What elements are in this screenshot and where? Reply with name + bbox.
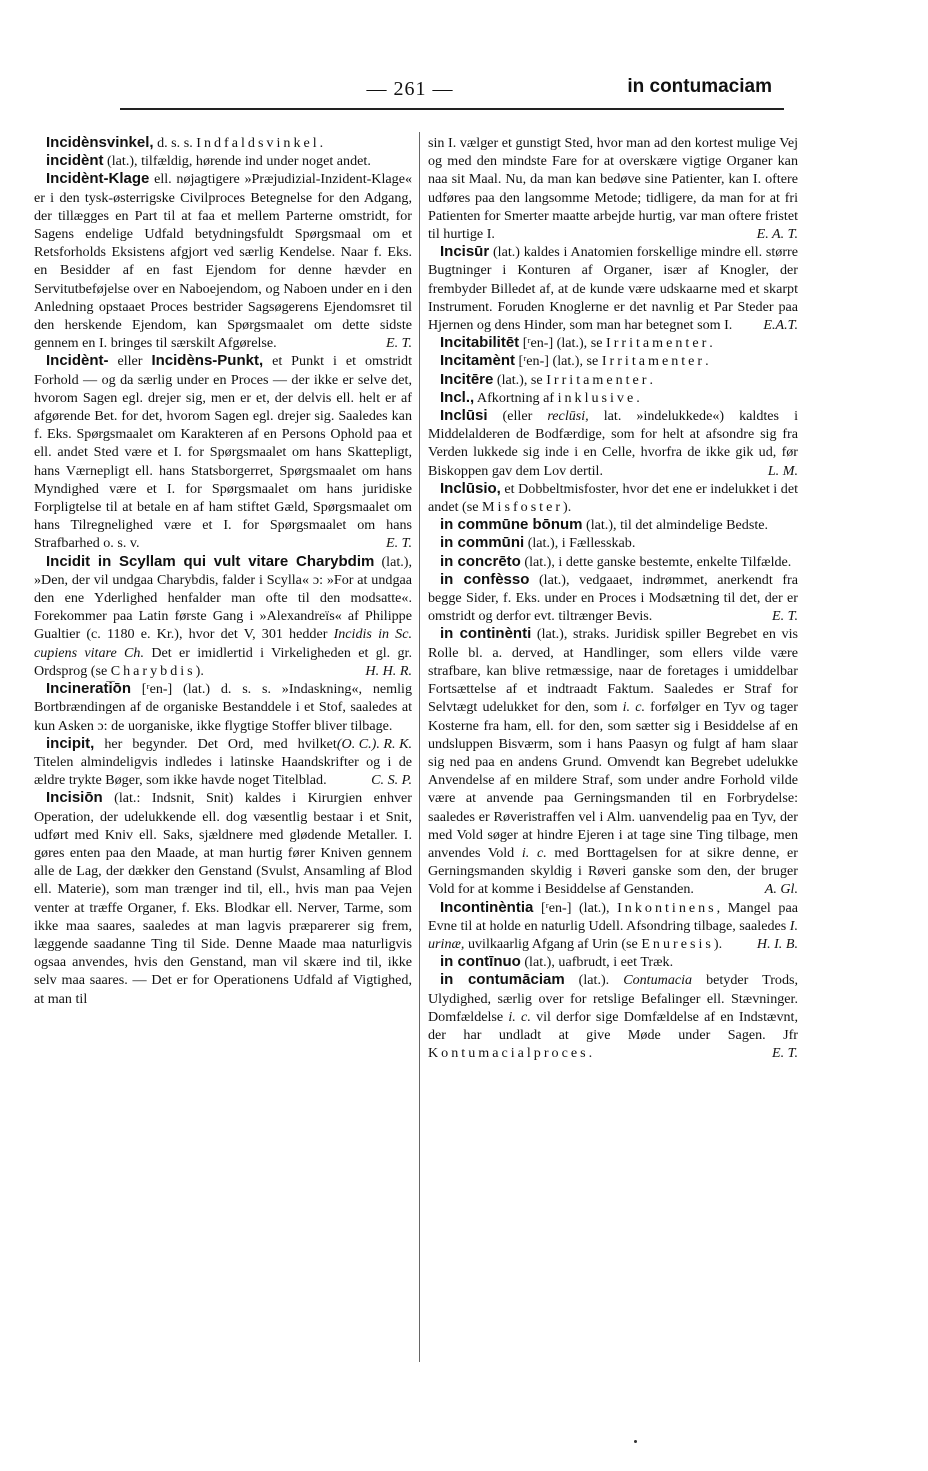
headword: Incl., xyxy=(440,388,475,406)
entry-in-continuo: in contīnuo (lat.), uafbrudt, i eet Træk. xyxy=(440,953,674,971)
signature: H. H. R. xyxy=(365,662,412,679)
headword: Inclūsio, xyxy=(440,479,501,497)
page-header xyxy=(0,70,928,110)
entry-incision-continued: sin I. vælger et gunstigt Sted, hvor man ad den kortest mulige Vej og med den mindste Fare for at overskære vigtige Organer kan naa sit Maal. Nu, da man kan bedøve sine Patienter, kan I. oftere udføres paa den langsomme Metode; tidligere, da man for at fri Patienten for Smerter maatte arbejde hurtig, var man oftere fristet til hurtige I. E. A. T. xyxy=(428,135,798,243)
headword: in commūne bōnum xyxy=(440,516,583,534)
signature: E. T. xyxy=(386,535,412,552)
headword: Incidèns-Punkt, xyxy=(151,352,264,370)
entry-incitere: Incitēre (lat.), se Irritamenter. xyxy=(440,370,654,388)
headword: in commūni xyxy=(440,534,525,552)
entry-incisur: Incisūr (lat.) kaldes i Anatomien forskellige mindre ell. større Bugtninger i Konturen af Organer, især af Knogler, der frembyder Billedet af, at de kunde være udskaarne med et skarpt Instrument. Foruden Knoglerne er det navnlig et Par Steder paa Hjernen og dens Hinder, som man har betegnet som I. E.A.T. xyxy=(428,243,798,334)
signature: C. S. P. xyxy=(371,772,412,789)
entry-inclusi: Inclūsi (eller reclūsi, lat. »indelukkede«) kaldtes i Middelalderen de Bodfærdige, som for helt at afsondre sig fra Verden lukkede sig inde i en Celle, hvorfra de ikke gik ud, før Biskoppen gav dem Lov dertil. L. M. xyxy=(428,407,798,479)
headword: in concrēto xyxy=(440,552,521,570)
running-head: in contumaciam xyxy=(627,76,772,97)
headword: in continènti xyxy=(440,625,532,643)
headword: Incitamènt xyxy=(440,352,516,370)
headword: Incidènsvinkel, xyxy=(46,134,154,151)
signature: E. T. xyxy=(386,335,412,352)
entry-incidit: Incidit in Scyllam qui vult vitare Charybdim (lat.), »Den, der vil undgaa Charybdis, falder i Scylla« ɔ: »For at undgaa den ene Yderlighed henfalder man ofte til den modsatte«. Forekommer paa Latin første Gang i »Alexandreïs« af Philippe Gualtier (c. 1180 e. Kr.), hvor det V, 301 hedder Incidis in Sc. cupiens vitare Ch. Det er imidlertid i Virkeligheden et gl. gr. Ordsprog (se Charybdis). H. H. R. xyxy=(34,552,413,679)
entry-incl: Incl., Afkortning af inklusive. xyxy=(440,388,640,406)
entry-incident: incidènt (lat.), tilfældig, hørende ind under noget andet. xyxy=(46,152,371,170)
entry-in-communi: in commūni (lat.), i Fællesskab. xyxy=(440,534,636,552)
headword: incidènt xyxy=(46,152,104,170)
entry-incineration: Incinerati̅ōn [ʳen-] (lat.) d. s. s. »Indaskning«, nemlig Bortbrændingen af de organiske Bestanddele i et Stof, saaledes at kun Asken ɔ: de uorganiske, ikke flygtige Stoffer bliver tilbage. (O. C.). R. K. xyxy=(34,680,412,752)
entry-in-commune-bonum: in commūne bōnum (lat.), til det almindelige Bedste. xyxy=(440,516,769,534)
headword: in contīnuo xyxy=(440,953,521,971)
signature: H. I. B. xyxy=(756,935,798,952)
headword: Incisūr xyxy=(440,243,490,261)
signature: E.A.T. xyxy=(763,317,798,334)
signature: E. T. xyxy=(772,1045,798,1062)
headword: Inclūsi xyxy=(440,407,488,425)
signature: E. T. xyxy=(772,608,798,625)
headword: Incidit in Scyllam qui vult vitare Charybdim xyxy=(46,552,375,570)
entry-in-confesso: in confèsso (lat.), vedgaaet, indrømmet, anerkendt fra begge Sider, f. Eks. under en Proces i Modsætning til det, der er omstridt og derfor evt. tiltrænger Bevis. E. T. xyxy=(428,570,798,625)
signature: (O. C.). R. K. xyxy=(336,735,412,752)
entry-in-concreto: in concrēto (lat.), i dette ganske bestemte, enkelte Tilfælde. xyxy=(440,552,792,570)
entry-incontinentia: Incontinèntia [ʳen-] (lat.), Inkontinens, Mangel paa Evne til at holde en naturlig Udell. Afsondring tilbage, saaledes I. urinæ, uvilkaarlig Afgang af Urin (se Enuresis). H. I. B. xyxy=(428,898,798,952)
scan-speck xyxy=(634,1440,637,1443)
headword: in contumāciam xyxy=(440,971,565,989)
page-number: — 261 — xyxy=(366,78,454,100)
headword: in confèsso xyxy=(440,570,530,588)
left-column xyxy=(34,134,412,1008)
entry-incidensvinkel: Incidènsvinkel, d. s. s. Indfaldsvinkel. xyxy=(46,134,324,151)
entry-incident-klage: Incidènt-Klage ell. nøjagtigere »Præjudizial-Inzident-Klage« er i den tysk-østerrigske Civilproces Betegnelse for den Adgang, der tillægges en Part til at faa et mellem Parterne omstridt, for Sagens endelige Udfald betydningsfuldt Spørgsmaal om et Retsforholds Eksistens afgjort ved særlig Kendelse. Naar f. Eks. en Besidder af en fast Ejendom for denne hævder en Servitutbeføjelse over en Naboejendom, og Naboen under en i den Anledning opstaaet Proces bestrider Sagsøgerens Ejendomsret til den herskende Ejendom, kan Spørgsmaalet om dette sidste gennem en I. bringes til særskilt Afgørelse. E. T. xyxy=(34,170,413,352)
headword: Incitabilitēt xyxy=(440,334,520,352)
column-divider xyxy=(419,132,420,1362)
headword: Incisiōn xyxy=(46,789,103,807)
entry-incident-punkt: Incidènt- eller Incidèns-Punkt, et Punkt i et omstridt Forhold — og da særlig under en Proces — der ikke er selve det, hvorom Sagen egl. drejer sig, men er et, der delvis ell. helt er af afgørende Bet. for det, hvorom Sagen egl. drejer sig. Saaledes kan f. Eks. Spørgsmaalet om Karakteren af en Persons Ophold paa et ell. andet Sted være et I. for Spørgsmaalet om hans Skattepligt, hans Værnepligt ell. hans Statsborgerret, Spørgsmaalet om hans Myndighed være et I. for Spørgsmaalet om hans juridiske Forpligtelse til at betale en af ham stiftet Gæld, Spørgsmaalet om hans Tilregnelighed være et I. for Spørgsmaalet om hans Strafbarhed o. s. v. E. T. xyxy=(34,352,412,552)
entry-inclusio: Inclūsio, et Dobbeltmisfoster, hvor det ene er indelukket i det andet (se Misfoster). xyxy=(428,479,798,516)
entry-in-contumaciam: in contumāciam (lat.). Contumacia betyder Trods, Ulydighed, særlig over for retslige Befalinger ell. Stævninger. Domfældelse i. c. vil derfor sige Domfældelse af en Indstævnt, der har undladt at give Møde under Sagen. Jfr Kontumacialproces. E. T. xyxy=(428,971,798,1062)
entry-incipit: incipit, her begynder. Det Ord, med hvilket Titelen almindeligvis indledes i latinske Haandskrifter og i de ældre trykte Bøger, som ikke havde noget Titelblad. C. S. P. xyxy=(34,734,412,789)
headword: Incidènt-Klage xyxy=(46,170,150,188)
entry-incision: Incisiōn (lat.: Indsnit, Snit) kaldes i Kirurgien enhver Operation, der udelukkende ell. dog væsentlig bestaar i et Snit, udført med Kniv ell. Saks, sjældnere med glødende Metaller. I. gøres enten paa den Maade, at man hurtig fører Kniven gennem alle de Lag, der dækker den Genstand (Svulst, Ansamling af Blod ell. Materie), som man trænger ind til, ell., hvis man paa Vejen venter at træffe Organer, f. Eks. Blodkar ell. Nerver, Tarme, som ikke maa saares, saaledes at man lagvis præparerer sig frem, læggende saadanne Ting til Side. Denne Maade maa naturligvis ogsaa anvendes, hvis den Genstand, man vil skære ind til, ikke selv maa saares. — Det er for Operationens Udfald af Vigtighed, at man til xyxy=(34,789,412,1007)
headword: incipit, xyxy=(46,734,95,752)
signature: E. A. T. xyxy=(756,226,798,243)
entry-in-continenti: in continènti (lat.), straks. Juridisk spiller Begrebet en vis Rolle bl. a. derved, at Handlinger, som ellers vilde være strafbare, kan blive retmæssige, naar de foretages i umiddelbar Fortsættelse af et indtraadt Faktum. Saaledes er Straf for Selvtægt udelukket for den, som i. c. forfølger en Tyv og tager Kosterne fra ham, ell. for den, som sætter sig i Besiddelse af en undsluppen Bisværm, som i hans Paasyn og fulgt af ham slaar sig ned paa en andens Grund. Omvendt kan Begrebet udelukke Anvendelse af en mildere Straf, som under andre Forhold vilde være at anvende paa Gerningsmanden til en Forbrydelse: saaledes er Røveristraffen vel i Alm. uanvendelig paa en Tyv, der med Vold søger at hindre Ejeren i at tage sine Ting tilbage, men anvendes Vold i. c. med Borttagelsen for at sikre denne, er Gerningsmanden skyldig i Røveri ganske som den, der bruger Vold for at komme i Besiddelse af Genstanden. A. Gl. xyxy=(428,625,798,898)
header-rule xyxy=(120,108,784,110)
entry-incitabilitet: Incitabilitēt [ʳen-] (lat.), se Irritamenter. xyxy=(440,334,713,352)
headword: Incinerati̅ōn xyxy=(46,680,132,698)
headword: Incitēre xyxy=(440,370,494,388)
headword: Incidènt- xyxy=(46,352,109,370)
right-column xyxy=(428,134,798,1062)
entry-incitament: Incitamènt [ʳen-] (lat.), se Irritamenter. xyxy=(440,352,709,370)
signature: A. Gl. xyxy=(764,881,798,898)
signature: L. M. xyxy=(767,462,798,479)
headword: Incontinèntia xyxy=(440,898,534,916)
